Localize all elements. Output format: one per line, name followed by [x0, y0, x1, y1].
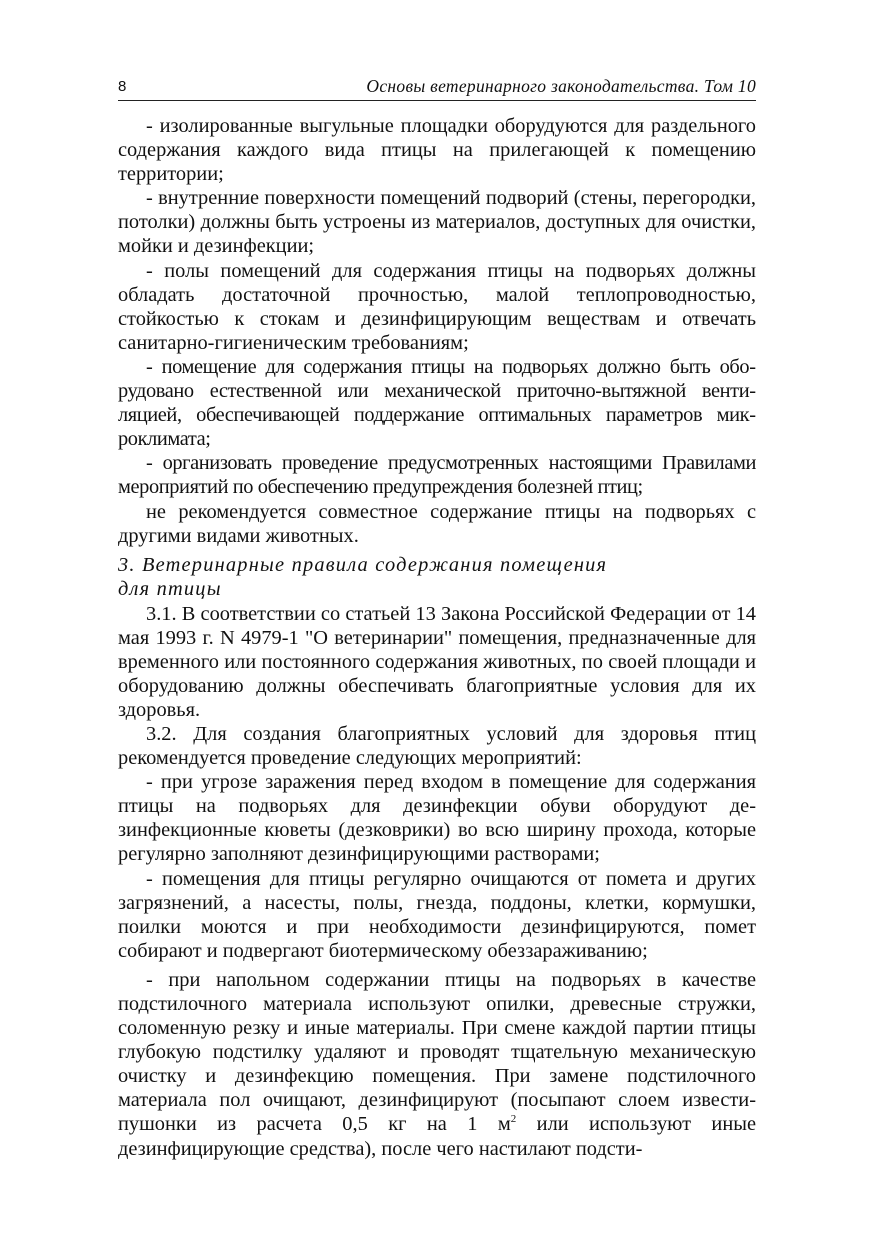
paragraph-cleaning: - помещения для птицы регулярно очищаются от помета и других загрязнений, а насесты, полы, гнезда, поддоны, клетки, кормушки, поилки моются и при необходимости дезинфицируются, помет собирают и подвергают биотермическому обеззараживанию; [118, 867, 756, 962]
paragraph-3-1: 3.1. В соответствии со статьей 13 Закона Российской Федерации от 14 мая 1993 г. N 4979-1 "О ветеринарии" помещения, предназначенные для временного или постоянного содержания животных, по своей площади и оборудованию должны обеспечивать благоприятные условия для их здоровья. [118, 602, 756, 721]
section-heading-line-1: 3. Ветеринарные правила содержания помещения [118, 553, 608, 576]
paragraph-litter [118, 968, 756, 1161]
paragraph-litter-text: - при напольном содержании птицы на подворьях в качестве подстилочного материала используют опилки, древесные стружки, соломенную резку и иные материалы. При смене каждой партии птицы глубокую подстилку удаляют и проводят тщательную механическую очистку и дезинфекцию помещения. При замене подстилочного материала пол очищают, дезинфицируют (посыпают слоем извести-пушонки из расчета 0,5 кг на 1 м [118, 968, 756, 1136]
page-number: 8 [118, 78, 127, 95]
body-text [118, 114, 756, 1161]
paragraph-ventilation: - помещение для содержания птицы на подворьях должно быть оборудовано естественной или механической приточно-вытяжной вентиляцией, обеспечивающей поддержание оптимальных параметров микроклимата; [118, 355, 756, 451]
paragraph-isolated-yards: - изолированные выгульные площадки оборудуются для раздельного содержания каждого вида птицы на прилегающей к помещению территории; [118, 115, 756, 186]
paragraph-floors: - полы помещений для содержания птицы на подворьях должны обладать достаточной прочностью, малой теплопроводностью, стойкостью к стокам и дезинфицирующим веществам и отвечать санитарно-гигиеническим требованиям; [118, 259, 756, 354]
paragraph-inner-surfaces: - внутренние поверхности помещений подворий (стены, перегородки, потолки) должны быть устроены из материалов, доступных для очистки, мойки и дезинфекции; [118, 187, 756, 258]
running-title: Основы ветеринарного законодательства. Том 10 [366, 76, 756, 96]
superscript-2: 2 [510, 1113, 517, 1126]
paragraph-measures: - организовать проведение предусмотренных настоящими Правилами мероприятий по обеспечению предупреждения болезней птиц; [118, 452, 756, 499]
paragraph-disinfection-mats: - при угрозе заражения перед входом в помещение для содержания птицы на подворьях для дезинфекции обуви оборудуют дезинфекционные кюветы (дезковрики) во всю ширину прохода, которые регулярно заполняют дезинфицирующими растворами; [118, 771, 756, 866]
paragraph-joint-keeping: не рекомендуется совместное содержание птицы на подворьях с другими видами животных. [118, 500, 756, 547]
section-heading [118, 553, 756, 602]
paragraph-3-2: 3.2. Для создания благоприятных условий для здоровья птиц рекомендуется проведение следующих мероприятий: [118, 722, 756, 770]
paragraph-litter-text-end: или используют иные дезинфицирующие средства), после чего настилают подсти- [118, 1113, 757, 1160]
section-heading-line-2: для птицы [118, 578, 222, 601]
running-header [118, 76, 756, 101]
